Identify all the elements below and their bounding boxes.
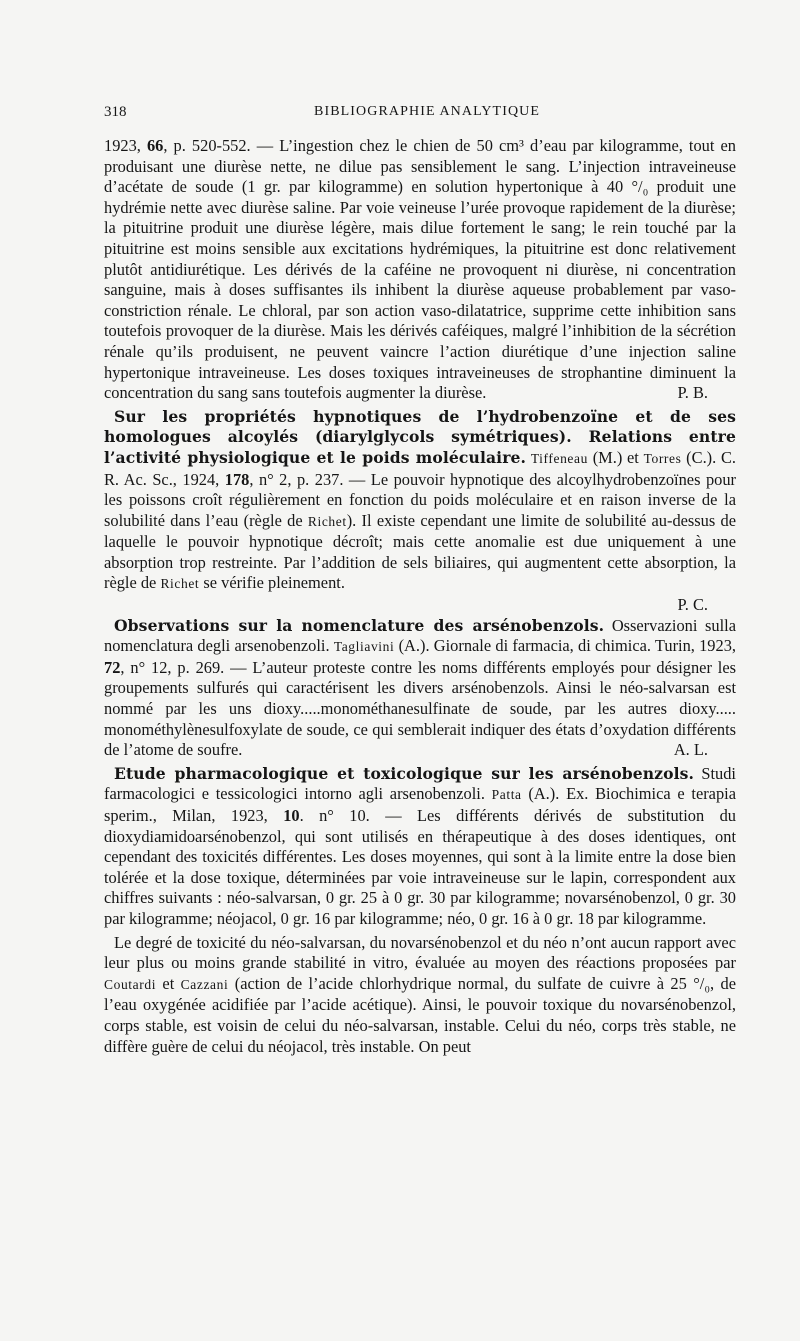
author-name: Tiffeneau: [530, 450, 588, 466]
abstract-signature: A. L.: [673, 740, 708, 760]
page-header: [104, 104, 734, 124]
abstract-entry: Observations sur la nomenclature des arsénobenzols. Osservazioni sulla nomenclatura degli arsenobenzoli. Tagliavini (A.). Giornale di farmacia, di chimica. Turin, 1923, 72, n° 12, p. 269. — L’auteur proteste contre les noms différents employés pour désigner les groupements sulfurés qui caractérisent les divers arsénobenzols. Ainsi le néo-salvarsan est nommé par les uns dioxy.....monométhanesulfinate de soude, par les autres dioxy..... monométhylènesulfoxylate de soude, ce qui semblerait indiquer des états d’oxydation différents de l’atome de soufre. A. L.: [104, 615, 736, 760]
author-name: Tagliavini: [333, 639, 395, 655]
author-name: Coutardi: [104, 976, 157, 992]
author-name: Patta: [491, 787, 522, 803]
entry-title: Etude pharmacologique et toxicologique sur les arsénobenzols.: [114, 763, 695, 783]
entry-title: Sur les propriétés hypnotiques de l’hydrobenzoïne et de ses homologues alcoylés (diarylglycols symétriques). Relations entre l’activité physiologique et le poids moléculaire.: [104, 406, 736, 467]
abstract-signature: P. B.: [677, 383, 708, 403]
author-name: Richet: [160, 576, 200, 592]
running-head: BIBLIOGRAPHIE ANALYTIQUE: [314, 104, 541, 119]
author-name: Richet: [307, 513, 347, 529]
page-number: 318: [104, 104, 127, 120]
body-text: [104, 136, 736, 1057]
entry-title: Observations sur la nomenclature des arsénobenzols.: [114, 615, 605, 635]
author-name: Torres: [643, 450, 682, 466]
abstract-entry: Sur les propriétés hypnotiques de l’hydrobenzoïne et de ses homologues alcoylés (diarylglycols symétriques). Relations entre l’activité physiologique et le poids moléculaire. Tiffeneau (M.) et Torres (C.). C. R. Ac. Sc., 1924, 178, n° 2, p. 237. — Le pouvoir hypnotique des alcoylhydrobenzoïnes pour les poissons croît régulièrement en fonction du poids moléculaire et en raison inverse de la solubilité dans l’eau (règle de Richet). Il existe cependant une limite de solubilité au-dessus de laquelle le pouvoir hypnotique décroît; mais cette anomalie est due uniquement à une absorption trop restreinte. Par l’addition de sels biliaires, qui augmentent cette absorption, la règle de Richet se vérifie pleinement.: [104, 406, 737, 593]
abstract-signature: P. C.: [677, 595, 708, 615]
abstract-paragraph: Le degré de toxicité du néo-salvarsan, du novarsénobenzol et du néo n’ont aucun rapport avec leur plus ou moins grande stabilité in vitro, évaluée au moyen des réactions proposées par Coutardi et Cazzani (action de l’acide chlorhydrique normal, du sulfate de cuivre à 25 °/₀, de l’eau oxygénée acidifiée par l’acide acétique). Ainsi, le pouvoir toxique du novarsénobenzol, corps stable, est voisin de celui du néo-salvarsan, instable. Celui du néo, corps très stable, ne diffère guère de celui du néojacol, très instable. On peut: [104, 932, 736, 1056]
abstract-paragraph: 1923, 66, p. 520-552. — L’ingestion chez le chien de 50 cm³ d’eau par kilogramme, tout en produisant une diurèse nette, ne dilue pas sensiblement le sang. L’injection intraveineuse d’acétate de soude (1 gr. par kilogramme) en solution hypertonique à 40 °/₀ produit une hydrémie nette avec diurèse saline. Par voie veineuse l’urée provoque rapidement de la diurèse; la pituitrine produit une diurèse légère, mais dilue fortement le sang; le rein touché par la pituitrine est moins sensible aux excitations hydrémiques, la pituitrine est donc relativement plutôt antidiurétique. Les dérivés de la caféine ne provoquent ni diurèse, ni concentration sanguine, mais à doses suffisantes ils inhibent la diurèse aqueuse probablement par vaso-constriction rénale. Le chloral, par son action vaso-dilatatrice, supprime cette inhibition sans toutefois provoquer de la diurèse. Mais les dérivés caféiques, malgré l’inhibition de la sécrétion rénale qu’ils produisent, ne peuvent vaincre l’action diurétique d’une injection saline hypertonique intraveineuse. Les doses toxiques intraveineuses de strophantine diminuent la concentration du sang sans toutefois augmenter la diurèse. P. B.: [104, 136, 736, 403]
abstract-entry: Etude pharmacologique et toxicologique sur les arsénobenzols. Studi farmacologici e tessicologici intorno agli arsenobenzoli. Patta (A.). Ex. Biochimica e terapia sperim., Milan, 1923, 10. n° 10. — Les différents dérivés de substitution du dioxydiamidoarsénobenzol, qui sont utilisés en thérapeutique à des doses identiques, ont cependant des toxicités différentes. Les doses moyennes, qui sont à la limite entre la dose bien tolérée et la dose toxique, déterminées par voie intraveineuse sur le lapin, correspondent aux chiffres suivants : néo-salvarsan, 0 gr. 25 à 0 gr. 30 par kilogramme; novarsénobenzol, 0 gr. 30 par kilogramme; néojacol, 0 gr. 16 par kilogramme; néo, 0 gr. 16 à 0 gr. 18 par kilogramme.: [104, 763, 736, 928]
author-name: Cazzani: [180, 976, 229, 992]
